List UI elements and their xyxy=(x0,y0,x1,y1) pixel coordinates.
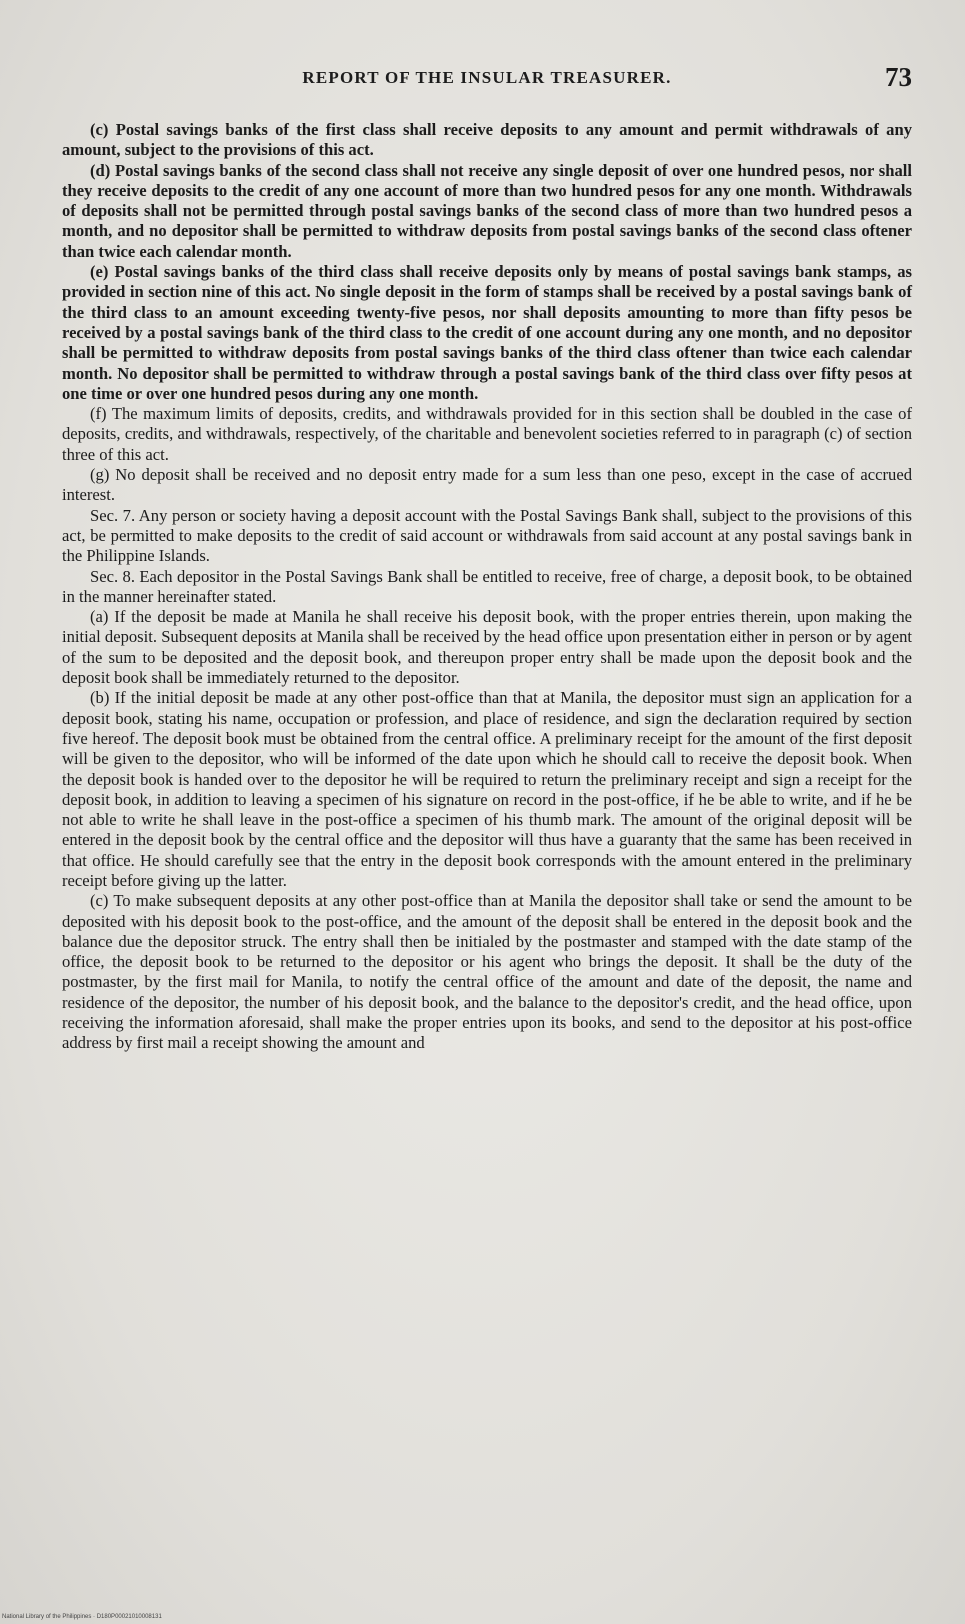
section-7: Sec. 7. Any person or society having a deposit account with the Postal Savings Bank shall, subject to the provisions of this act, be permitted to make deposits to the credit of said account or withdrawals from said account at any postal savings bank in the Philippine Islands. xyxy=(62,505,912,566)
paragraph-f-maximum-limits: (f) The maximum limits of deposits, credits, and withdrawals provided for in this section shall be doubled in the case of deposits, credits, and withdrawals, respectively, of the charitable and benevolent societies referred to in paragraph (c) of section three of this act. xyxy=(62,404,912,464)
paragraph-e-third-class: (e) Postal savings banks of the third class shall receive deposits only by means of postal savings bank stamps, as provided in section nine of this act. No single deposit in the form of stamps shall be received by a postal savings bank of the third class to an amount exceeding twenty-five pesos, nor shall deposits amounting to more than fifty pesos be received by a postal savings bank of the third class to the credit of one account during any one month, and no depositor shall be permitted to withdraw deposits from postal savings banks of the third class oftener than twice each calendar month. No depositor shall be permitted to withdraw through a postal savings bank of the third class over fifty pesos at one time or over one hundred pesos during any one month. xyxy=(62,262,912,403)
paragraph-a-manila-deposit: (a) If the deposit be made at Manila he shall receive his deposit book, with the proper entries therein, upon making the initial deposit. Subsequent deposits at Manila shall be received by the head office upon presentation either in person or by agent of the sum to be deposited and the deposit book, and thereupon proper entry shall be made upon the deposit book and the deposit book shall be immediately returned to the depositor. xyxy=(62,607,912,688)
running-head: REPORT OF THE INSULAR TREASURER. xyxy=(302,68,672,87)
paragraph-c-first-class: (c) Postal savings banks of the first class shall receive deposits to any amount and permit withdrawals of any amount, subject to the provisions of this act. xyxy=(62,120,912,160)
paragraph-d-second-class: (d) Postal savings banks of the second class shall not receive any single deposit of over one hundred pesos, nor shall they receive deposits to the credit of any one account of more than two hundred pesos for any one month. Withdrawals of deposits shall not be permitted through postal savings banks of the second class of more than two hundred pesos a month, and no depositor shall be permitted to withdraw deposits from postal savings banks of the second class oftener than twice each calendar month. xyxy=(62,160,912,261)
body-text xyxy=(62,120,912,1054)
paragraph-b-initial-deposit: (b) If the initial deposit be made at any other post-office than that at Manila, the depositor must sign an application for a deposit book, stating his name, occupation or profession, and place of residence, and sign the declaration required by section five hereof. The deposit book must be obtained from the central office. A preliminary receipt for the amount of the first deposit will be given to the depositor, who will be informed of the date upon which he should call to receive the deposit book. When the deposit book is handed over to the depositor he will be required to return the preliminary receipt and sign a receipt for the deposit book, in addition to leaving a specimen of his signature on record in the post-office, if he be able to write, and if he be not able to write he shall leave in the post-office a specimen of his thumb mark. The amount of the original deposit will be entered in the deposit book by the central office and the depositor will thus have a guaranty that the same has been received in that office. He should carefully see that the entry in the deposit book corresponds with the amount entered in the preliminary receipt before giving up the latter. xyxy=(62,688,912,890)
page-number: 73 xyxy=(885,62,912,92)
paragraph-g-minimum-deposit: (g) No deposit shall be received and no deposit entry made for a sum less than one peso, except in the case of accrued interest. xyxy=(62,465,912,505)
paragraph-c-subsequent-deposits: (c) To make subsequent deposits at any other post-office than at Manila the depositor shall take or send the amount to be deposited with his deposit book to the post-office, and the amount of the deposit shall be entered in the deposit book and the balance due the depositor struck. The entry shall then be initialed by the postmaster and stamped with the date stamp of the office, the deposit book to be returned to the depositor or his agent who brings the deposit. It shall be the duty of the postmaster, by the first mail for Manila, to notify the central office of the amount and date of the deposit, the name and residence of the depositor, the number of his deposit book, and the balance to the depositor's credit, and the head office, upon receiving the information aforesaid, shall make the proper entries upon its books, and send to the depositor at his post-office address by first mail a receipt showing the amount and xyxy=(62,891,912,1053)
page-header xyxy=(62,62,912,98)
scan-footer-note: National Library of the Philippines · D180P00021010008131 xyxy=(2,1614,162,1620)
section-8: Sec. 8. Each depositor in the Postal Savings Bank shall be entitled to receive, free of charge, a deposit book, to be obtained in the manner hereinafter stated. xyxy=(62,566,912,606)
